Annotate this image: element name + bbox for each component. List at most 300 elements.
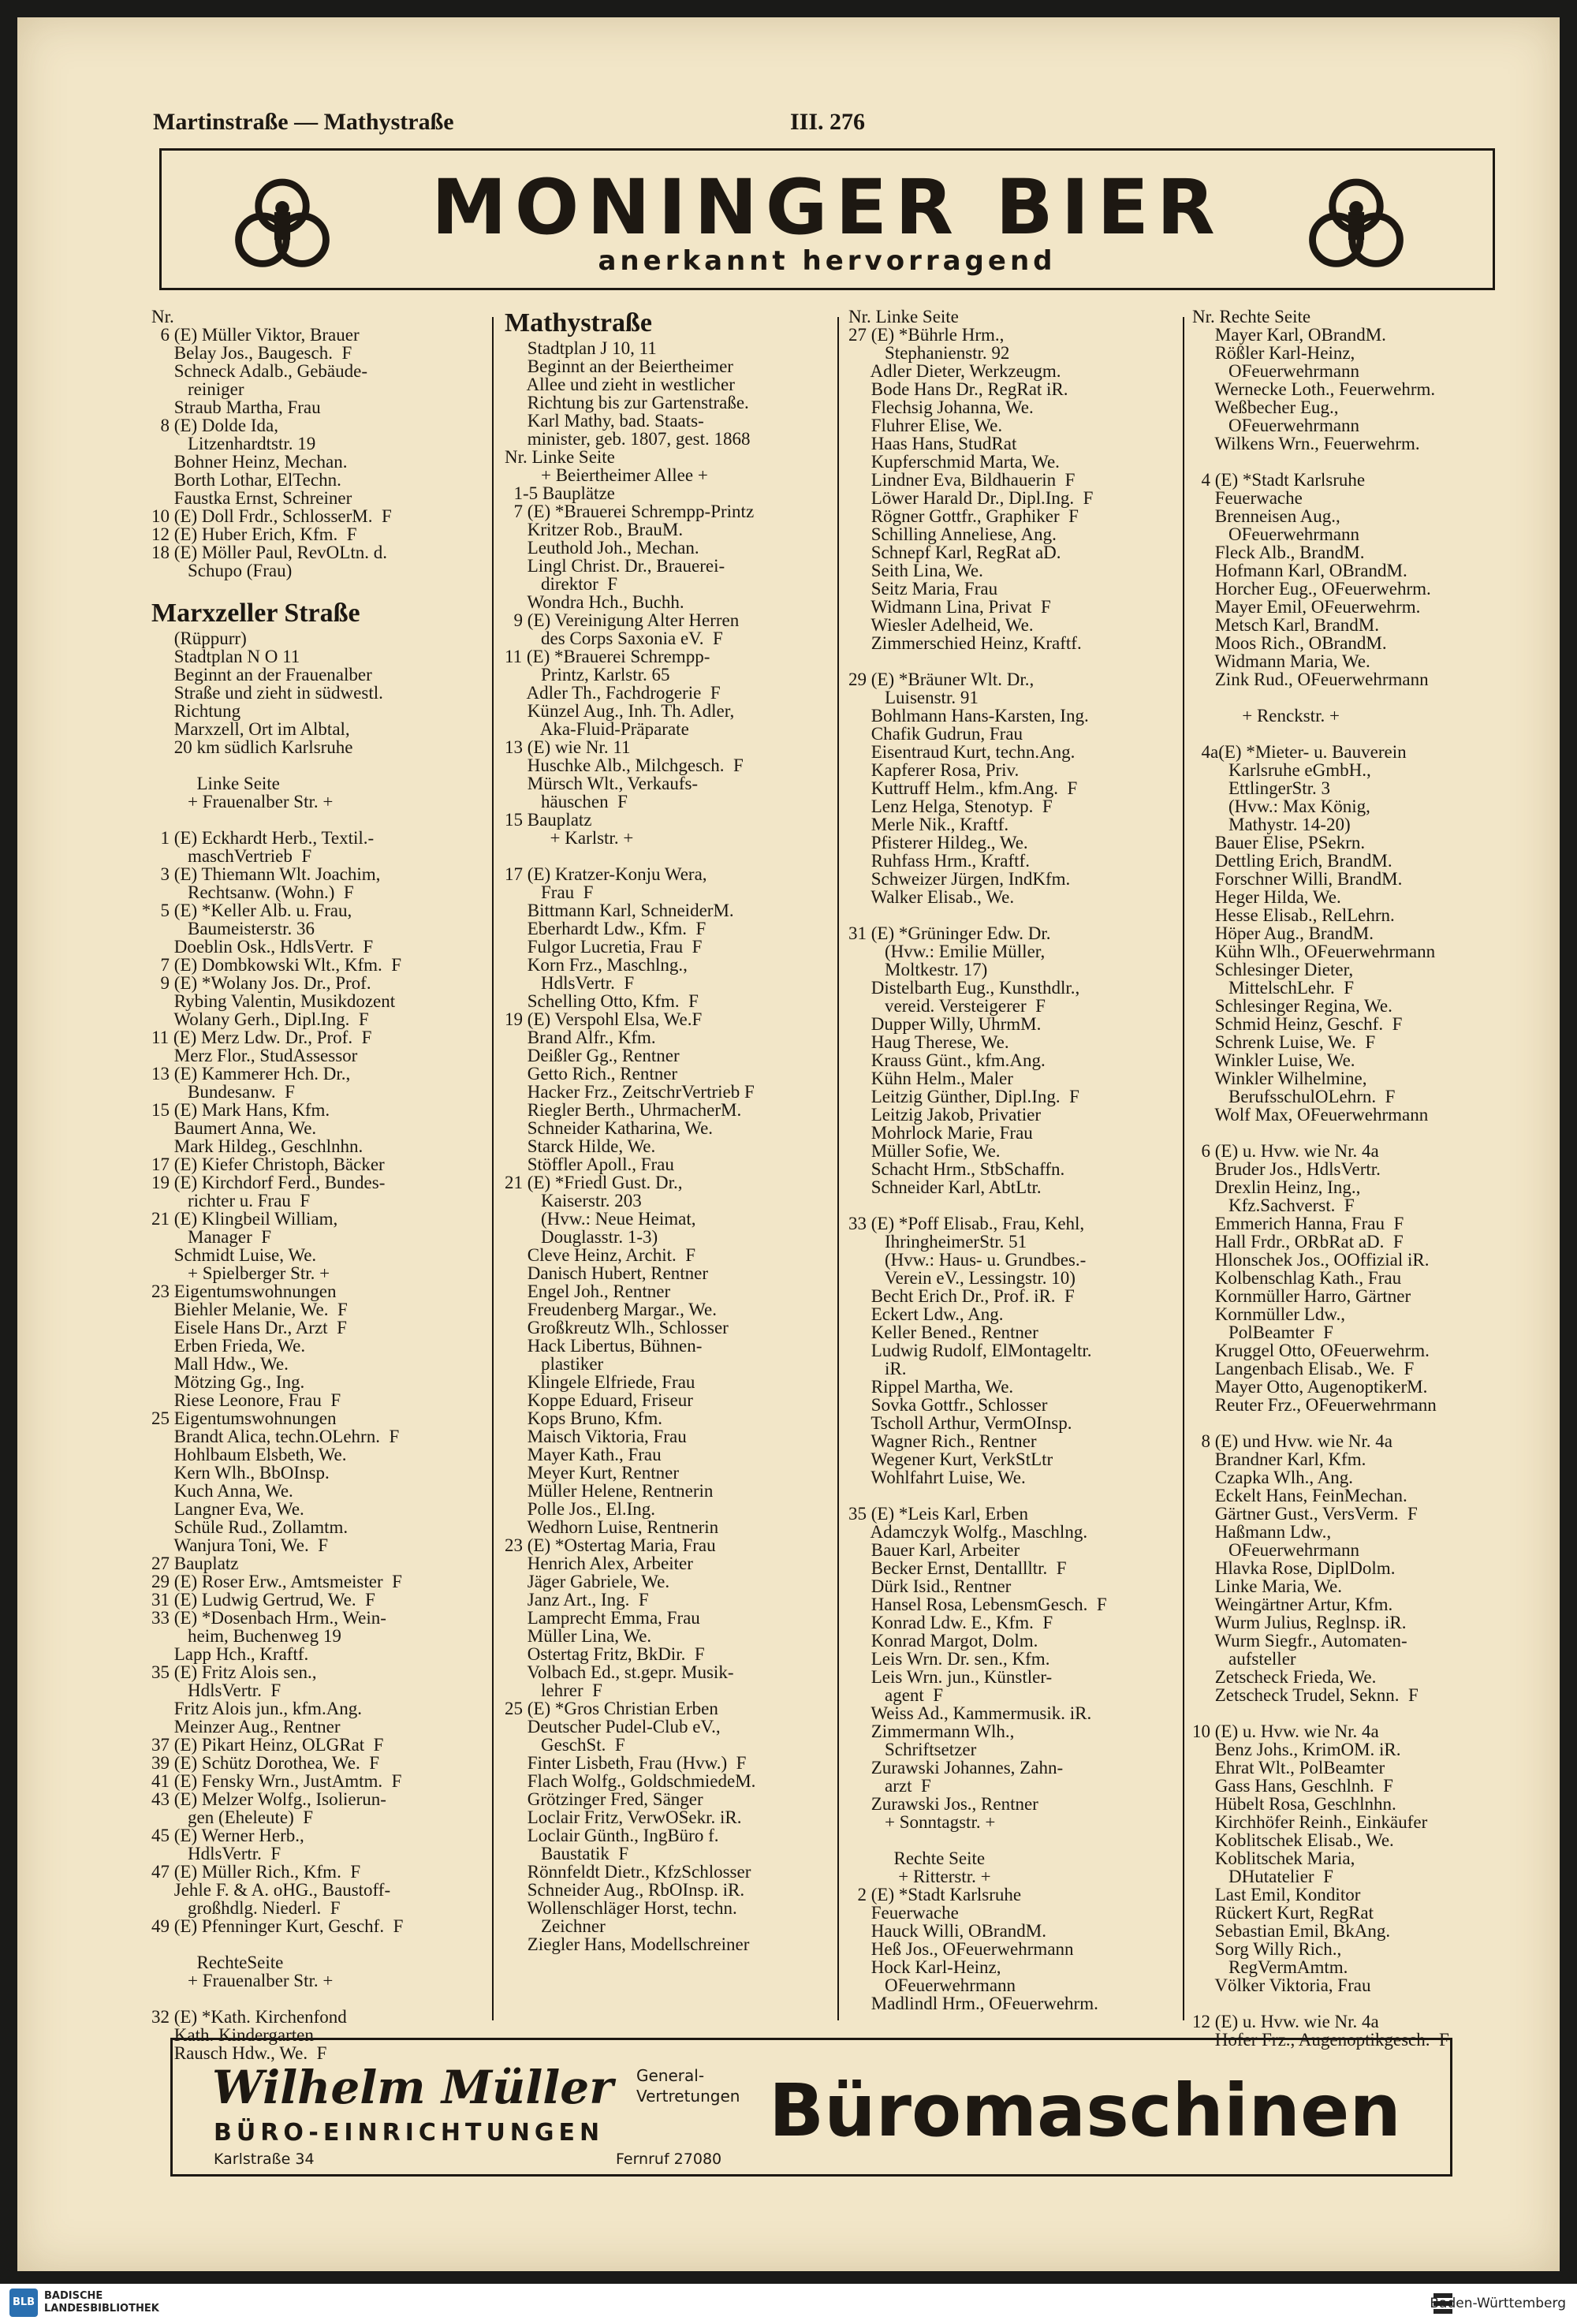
directory-line: Danisch Hubert, Rentner — [505, 1263, 709, 1283]
directory-line: Hock Karl-Heinz, — [848, 1957, 1001, 1977]
directory-line: 49 (E) Pfenninger Kurt, Geschf. F — [151, 1916, 404, 1936]
directory-line: (Hvw.: Haus- u. Grundbes.- — [848, 1250, 1087, 1270]
directory-line: Tscholl Arthur, VermOInsp. — [848, 1413, 1072, 1433]
column-2 — [505, 308, 834, 2027]
directory-line: Wedhorn Luise, Rentnerin — [505, 1517, 719, 1537]
directory-line — [848, 1196, 1180, 1214]
directory-line: Borth Lothar, ElTechn. — [151, 470, 341, 490]
directory-line: Schelling Otto, Kfm. F — [505, 991, 699, 1011]
directory-line: Moos Rich., OBrandM. — [1192, 633, 1387, 653]
directory-line: Ludwig Rudolf, ElMontageltr. — [848, 1341, 1092, 1360]
column-4 — [1192, 307, 1523, 2050]
directory-line: 8 (E) und Hvw. wie Nr. 4a — [1192, 1431, 1393, 1451]
directory-line: Schilling Anneliese, Ang. — [848, 524, 1057, 544]
directory-line: Leis Wrn. jun., Künstler- — [848, 1667, 1053, 1687]
directory-line: Lapp Hch., Kraftf. — [151, 1644, 309, 1664]
directory-line: Forschner Willi, BrandM. — [1192, 869, 1403, 889]
directory-line: 1-5 Bauplätze — [505, 483, 615, 503]
directory-line: Linke Maria, We. — [1192, 1576, 1342, 1596]
directory-line: Völker Viktoria, Frau — [1192, 1975, 1371, 1995]
directory-line: Rechte Seite — [848, 1848, 986, 1868]
directory-line: Wagner Rich., Rentner — [848, 1431, 1037, 1451]
directory-line: Benz Johs., KrimOM. iR. — [1192, 1740, 1401, 1759]
directory-line: 17 (E) Kratzer-Konju Wera, — [505, 864, 707, 884]
directory-line: Bruder Jos., HdlsVertr. — [1192, 1159, 1381, 1179]
directory-line: Weiss Ad., Kammermusik. iR. — [848, 1703, 1092, 1723]
directory-line: richter u. Frau F — [151, 1191, 311, 1210]
directory-line: (Rüppurr) — [151, 629, 247, 648]
page-number: III. 276 — [790, 109, 866, 135]
directory-line: Loclair Fritz, VerwOSekr. iR. — [505, 1807, 742, 1827]
advert-phone: Fernruf 27080 — [616, 2151, 722, 2168]
directory-line: RegVermAmtm. — [1192, 1957, 1348, 1977]
directory-line: Litzenhardtstr. 19 — [151, 434, 316, 453]
directory-line: Schneider Aug., RbOInsp. iR. — [505, 1880, 745, 1900]
advert-address: Karlstraße 34 — [214, 2151, 315, 2168]
directory-line: Mayer Kath., Frau — [505, 1445, 662, 1464]
directory-line: OFeuerwehrmann — [848, 1975, 1016, 1995]
directory-line: Kuttruff Helm., kfm.Ang. F — [848, 778, 1078, 798]
directory-line: Schüle Rud., Zollamtm. — [151, 1517, 349, 1537]
street-heading: Mathystraße — [505, 308, 652, 338]
directory-line: 7 (E) *Brauerei Schrempp-Printz — [505, 502, 755, 521]
directory-line: Bode Hans Dr., RegRat iR. — [848, 379, 1068, 399]
directory-line: + Renckstr. + — [1192, 706, 1340, 726]
directory-line: Printz, Karlstr. 65 — [505, 665, 670, 685]
directory-line: Kruggel Otto, OFeuerwehrm. — [1192, 1341, 1430, 1360]
column-divider — [492, 317, 494, 2020]
directory-line: 10 (E) Doll Frdr., SchlosserM. F — [151, 506, 392, 526]
directory-line: Getto Rich., Rentner — [505, 1064, 678, 1084]
advert-general-agency — [636, 2065, 740, 2106]
directory-line: 33 (E) *Dosenbach Hrm., Wein- — [151, 1608, 386, 1628]
directory-line: Madlindl Hrm., OFeuerwehrm. — [848, 1994, 1098, 2013]
column-1 — [151, 307, 483, 2063]
directory-line: 45 (E) Werner Herb., — [151, 1826, 304, 1845]
directory-line: 8 (E) Dolde Ida, — [151, 416, 278, 435]
directory-line: großhdlg. Niederl. F — [151, 1898, 341, 1918]
directory-line: Janz Art., Ing. F — [505, 1590, 649, 1610]
directory-line: Marxzell, Ort im Albtal, — [151, 719, 350, 739]
directory-line: Zurawski Jos., Rentner — [848, 1794, 1038, 1814]
directory-line: 6 (E) u. Hvw. wie Nr. 4a — [1192, 1141, 1379, 1161]
directory-line: Volbach Ed., st.gepr. Musik- — [505, 1662, 734, 1682]
directory-line: 7 (E) Dombkowski Wlt., Kfm. F — [151, 955, 402, 975]
directory-line: Lindner Eva, Bildhauerin F — [848, 470, 1076, 490]
directory-line: Becker Ernst, Dentallltr. F — [848, 1558, 1067, 1578]
directory-line: Seith Lina, We. — [848, 561, 983, 580]
directory-line: + Ritterstr. + — [848, 1867, 991, 1886]
directory-line: Lenz Helga, Stenotyp. F — [848, 796, 1053, 816]
directory-line: Sebastian Emil, BkAng. — [1192, 1921, 1391, 1941]
directory-line: Haßmann Ldw., — [1192, 1522, 1332, 1542]
directory-line: Rippel Martha, We. — [848, 1377, 1014, 1397]
directory-line: Hohlbaum Elsbeth, We. — [151, 1445, 347, 1464]
directory-line: 33 (E) *Poff Elisab., Frau, Kehl, — [848, 1214, 1085, 1233]
directory-line: Baustatik F — [505, 1844, 629, 1863]
directory-line: Kern Wlh., BbOInsp. — [151, 1463, 330, 1483]
directory-line: 39 (E) Schütz Dorothea, We. F — [151, 1753, 379, 1773]
directory-line: Zetscheck Frieda, We. — [1192, 1667, 1377, 1687]
directory-line: 4 (E) *Stadt Karlsruhe — [1192, 470, 1366, 490]
directory-line: Reuter Frz., OFeuerwehrmann — [1192, 1395, 1437, 1415]
directory-line: Richtung bis zur Gartenstraße. — [505, 393, 749, 412]
directory-line: Müller Helene, Rentnerin — [505, 1481, 714, 1501]
directory-line: Schriftsetzer — [848, 1740, 977, 1759]
advert-company-name: Wilhelm Müller — [212, 2061, 613, 2114]
directory-line — [151, 580, 483, 598]
directory-line: Czapka Wlh., Ang. — [1192, 1468, 1353, 1487]
directory-line: PolBeamter F — [1192, 1322, 1333, 1342]
directory-line: Langner Eva, We. — [151, 1499, 304, 1519]
directory-line: Kornmüller Ldw., — [1192, 1304, 1345, 1324]
directory-line: 31 (E) *Grüninger Edw. Dr. — [848, 923, 1051, 943]
directory-line: 29 (E) Roser Erw., Amtsmeister F — [151, 1572, 402, 1591]
directory-line: Loclair Günth., IngBüro f. — [505, 1826, 719, 1845]
directory-line: MittelschLehr. F — [1192, 978, 1355, 998]
directory-line: Becht Erich Dr., Prof. iR. F — [848, 1286, 1075, 1306]
directory-line: 13 (E) wie Nr. 11 — [505, 737, 631, 757]
directory-line: Ruhfass Hrm., Kraftf. — [848, 851, 1030, 871]
directory-line: 9 (E) Vereinigung Alter Herren — [505, 610, 740, 630]
directory-line: Weingärtner Artur, Kfm. — [1192, 1595, 1393, 1614]
directory-line: Zimmerschied Heinz, Kraftf. — [848, 633, 1082, 653]
directory-line — [848, 652, 1180, 670]
directory-line: Meinzer Aug., Rentner — [151, 1717, 341, 1736]
directory-line: Brenneisen Aug., — [1192, 506, 1340, 526]
directory-line: Rückert Kurt, RegRat — [1192, 1903, 1374, 1923]
directory-line: GeschSt. F — [505, 1735, 625, 1755]
advert-office-furnishing: BÜRO-EINRICHTUNGEN — [214, 2119, 605, 2147]
directory-line — [151, 1935, 483, 1953]
directory-line: des Corps Saxonia eV. F — [505, 629, 723, 648]
directory-line: häuschen F — [505, 792, 628, 811]
directory-line: Löwer Harald Dr., Dipl.Ing. F — [848, 488, 1094, 508]
directory-line: Mayer Karl, OBrandM. — [1192, 325, 1386, 345]
directory-line: Kath. Kindergarten — [151, 2025, 314, 2045]
directory-line: 12 (E) u. Hvw. wie Nr. 4a — [1192, 2012, 1379, 2031]
directory-line — [505, 847, 834, 865]
directory-line: Winkler Luise, We. — [1192, 1050, 1355, 1070]
directory-line: Beginnt an der Frauenalber — [151, 665, 372, 685]
directory-line: Eisele Hans Dr., Arzt F — [151, 1318, 347, 1337]
directory-line — [1192, 453, 1523, 471]
directory-line: Schlesinger Regina, We. — [1192, 996, 1392, 1016]
directory-line: Kops Bruno, Kfm. — [505, 1408, 662, 1428]
directory-line: 41 (E) Fensky Wrn., JustAmtm. F — [151, 1771, 402, 1791]
directory-line: Distelbarth Eug., Kunsthdlr., — [848, 978, 1080, 998]
directory-line: 31 (E) Ludwig Gertrud, We. F — [151, 1590, 375, 1610]
directory-line: Leitzig Jakob, Privatier — [848, 1105, 1041, 1125]
directory-line: minister, geb. 1807, gest. 1868 — [505, 429, 751, 449]
directory-line: + Karlstr. + — [505, 828, 634, 848]
directory-line: Eckelt Hans, FeinMechan. — [1192, 1486, 1407, 1505]
directory-line: DHutatelier F — [1192, 1867, 1333, 1886]
directory-line: Maisch Viktoria, Frau — [505, 1427, 687, 1446]
directory-line: Stephanienstr. 92 — [848, 343, 1010, 363]
directory-line: Wollenschläger Horst, techn. — [505, 1898, 737, 1918]
directory-line: Haas Hans, StudRat — [848, 434, 1017, 453]
directory-line: Kupferschmid Marta, We. — [848, 452, 1060, 472]
directory-line: maschVertrieb F — [151, 846, 312, 866]
directory-line: Kritzer Rob., BrauM. — [505, 520, 684, 539]
directory-line: Rößler Karl-Heinz, — [1192, 343, 1355, 363]
advert-general-line: General- — [636, 2066, 705, 2085]
street-range: Martinstraße — Mathystraße — [153, 109, 454, 135]
directory-line: 17 (E) Kiefer Christoph, Bäcker — [151, 1155, 385, 1174]
directory-line — [1192, 1994, 1523, 2013]
directory-line: Kirchhöfer Reinh., Einkäufer — [1192, 1812, 1428, 1832]
directory-line: Leuthold Joh., Mechan. — [505, 538, 699, 558]
column-divider — [837, 317, 839, 2020]
directory-line: Nr. Rechte Seite — [1192, 307, 1311, 326]
directory-line: 43 (E) Melzer Wolfg., Isolierun- — [151, 1789, 386, 1809]
directory-line: Verein eV., Lessingstr. 10) — [848, 1268, 1076, 1288]
moninger-advert — [159, 148, 1495, 290]
directory-line: Dürk Isid., Rentner — [848, 1576, 1012, 1596]
directory-line: Adler Th., Fachdrogerie F — [505, 683, 721, 703]
directory-line: EttlingerStr. 3 — [1192, 778, 1331, 798]
directory-line: Feuerwache — [848, 1903, 959, 1923]
directory-line — [1192, 1124, 1523, 1142]
directory-line: Deißler Gg., Rentner — [505, 1046, 680, 1065]
directory-line: Stadtplan N O 11 — [151, 647, 300, 666]
directory-line: Mathystr. 14-20) — [1192, 815, 1351, 834]
directory-line: Koblitschek Maria, — [1192, 1848, 1355, 1868]
directory-line: Klingele Elfriede, Frau — [505, 1372, 695, 1392]
directory-line: plastiker — [505, 1354, 604, 1374]
library-name-line: BADISCHE — [44, 2290, 103, 2302]
directory-line: Wolany Gerh., Dipl.Ing. F — [151, 1009, 369, 1029]
directory-line: Hübelt Rosa, Geschlnhn. — [1192, 1794, 1396, 1814]
directory-line: Eckert Ldw., Ang. — [848, 1304, 1004, 1324]
directory-line: Eberhardt Ldw., Kfm. F — [505, 919, 706, 938]
directory-line: Schupo (Frau) — [151, 561, 293, 580]
directory-line: Hall Frdr., ORbRat aD. F — [1192, 1232, 1404, 1252]
directory-line: Huschke Alb., Milchgesch. F — [505, 755, 744, 775]
directory-line: Walker Elisab., We. — [848, 887, 1015, 907]
directory-line: 35 (E) Fritz Alois sen., — [151, 1662, 317, 1682]
directory-line: Winkler Wilhelmine, — [1192, 1069, 1367, 1088]
directory-line: Karlsruhe eGmbH., — [1192, 760, 1371, 780]
blb-logo: BLB — [9, 2289, 38, 2317]
directory-line: Frau F — [505, 882, 594, 902]
directory-line: HdlsVertr. F — [151, 1844, 281, 1863]
advert-slogan: anerkannt hervorragend — [598, 245, 1057, 277]
directory-line: Fluhrer Elise, We. — [848, 416, 1003, 435]
directory-line: Hofer Frz., Augenoptikgesch. F — [1192, 2030, 1449, 2050]
street-heading: Marxzeller Straße — [151, 599, 360, 628]
directory-line: OFeuerwehrmann — [1192, 416, 1360, 435]
state-name: Baden-Württemberg — [1430, 2296, 1566, 2311]
directory-line: 11 (E) Merz Ldw. Dr., Prof. F — [151, 1028, 372, 1047]
directory-line: Schneider Katharina, We. — [505, 1118, 714, 1138]
directory-line: 5 (E) *Keller Alb. u. Frau, — [151, 901, 352, 920]
directory-line: Widmann Maria, We. — [1192, 651, 1370, 671]
directory-line: Polle Jos., El.Ing. — [505, 1499, 656, 1519]
directory-line: Kfz.Sachverst. F — [1192, 1196, 1355, 1215]
directory-line: Mark Hildeg., Geschlnhn. — [151, 1136, 363, 1156]
directory-line: Feuerwache — [1192, 488, 1303, 508]
directory-line: Allee und zieht in westlicher — [505, 375, 735, 394]
directory-line: Hesse Elisab., RelLehrn. — [1192, 905, 1395, 925]
directory-line: Hansel Rosa, LebensmGesch. F — [848, 1595, 1107, 1614]
directory-line: Weßbecher Eug., — [1192, 397, 1339, 417]
directory-line: Koblitschek Elisab., We. — [1192, 1830, 1394, 1850]
directory-line: Künzel Aug., Inh. Th. Adler, — [505, 701, 735, 721]
directory-line: Krauss Günt., kfm.Ang. — [848, 1050, 1046, 1070]
directory-line: gen (Eheleute) F — [151, 1807, 314, 1827]
directory-line: Finter Lisbeth, Frau (Hvw.) F — [505, 1753, 747, 1773]
directory-line: aufsteller — [1192, 1649, 1296, 1669]
moninger-logo-icon — [1307, 174, 1406, 274]
directory-line: OFeuerwehrmann — [1192, 1540, 1360, 1560]
directory-line: Jäger Gabriele, We. — [505, 1572, 670, 1591]
directory-line: 21 (E) Klingbeil William, — [151, 1209, 338, 1229]
page-header — [136, 104, 1476, 136]
directory-line: Heger Hilda, We. — [1192, 887, 1341, 907]
directory-line: 27 (E) *Bührle Hrm., — [848, 325, 1005, 345]
directory-line: Bittmann Karl, SchneiderM. — [505, 901, 734, 920]
mueller-advert — [170, 2038, 1452, 2177]
directory-line: Faustka Ernst, Schreiner — [151, 488, 352, 508]
directory-line: Starck Hilde, We. — [505, 1136, 656, 1156]
directory-line: Kornmüller Harro, Gärtner — [1192, 1286, 1411, 1306]
directory-line: Mürsch Wlt., Verkaufs- — [505, 774, 699, 793]
library-name — [44, 2290, 159, 2315]
directory-line: 19 (E) Verspohl Elsa, We.F — [505, 1009, 703, 1029]
directory-line: 23 (E) *Ostertag Maria, Frau — [505, 1535, 716, 1555]
directory-line: Bauer Karl, Arbeiter — [848, 1540, 1020, 1560]
directory-line: Stadtplan J 10, 11 — [505, 338, 657, 358]
directory-line: Zeichner — [505, 1916, 606, 1936]
directory-line: Straße und zieht in südwestl. — [151, 683, 383, 703]
directory-line: OFeuerwehrmann — [1192, 524, 1360, 544]
directory-line: Belay Jos., Baugesch. F — [151, 343, 352, 363]
directory-line: 47 (E) Müller Rich., Kfm. F — [151, 1862, 361, 1882]
directory-line: Drexlin Heinz, Ing., — [1192, 1177, 1361, 1197]
directory-line: Kuch Anna, We. — [151, 1481, 293, 1501]
directory-line: Hlonschek Jos., OOffizial iR. — [1192, 1250, 1430, 1270]
directory-line: Henrich Alex, Arbeiter — [505, 1554, 693, 1573]
directory-line: Müller Lina, We. — [505, 1626, 652, 1646]
directory-line — [1192, 1704, 1523, 1722]
directory-line — [848, 1831, 1180, 1849]
directory-line: Heß Jos., OFeuerwehrmann — [848, 1939, 1074, 1959]
directory-line: Kühn Wlh., OFeuerwehrmann — [1192, 942, 1436, 961]
directory-line: 25 (E) *Gros Christian Erben — [505, 1699, 718, 1718]
directory-line: Metsch Karl, BrandM. — [1192, 615, 1379, 635]
directory-line: OFeuerwehrmann — [1192, 361, 1360, 381]
directory-line: Wernecke Loth., Feuerwehrm. — [1192, 379, 1436, 399]
directory-line: Freudenberg Margar., We. — [505, 1300, 717, 1319]
directory-line: Karl Mathy, bad. Staats- — [505, 411, 704, 431]
directory-line: Lamprecht Emma, Frau — [505, 1608, 700, 1628]
directory-line: 15 (E) Mark Hans, Kfm. — [151, 1100, 330, 1120]
directory-line: Koppe Eduard, Friseur — [505, 1390, 693, 1410]
directory-line: 25 Eigentumswohnungen — [151, 1408, 337, 1428]
directory-line: Fritz Alois jun., kfm.Ang. — [151, 1699, 363, 1718]
directory-line: Aka-Fluid-Präparate — [505, 719, 689, 739]
directory-line: + Frauenalber Str. + — [151, 792, 334, 811]
library-footer — [0, 2284, 1577, 2324]
directory-line: Flechsig Johanna, We. — [848, 397, 1034, 417]
directory-line: Cleve Heinz, Archit. F — [505, 1245, 696, 1265]
directory-line: Müller Sofie, We. — [848, 1141, 1001, 1161]
directory-line: Konrad Ldw. E., Kfm. F — [848, 1613, 1053, 1632]
directory-line: Riese Leonore, Frau F — [151, 1390, 341, 1410]
directory-line: Nr. Linke Seite — [505, 447, 615, 467]
directory-line: Bauer Elise, PSekrn. — [1192, 833, 1366, 852]
directory-line: Hofmann Karl, OBrandM. — [1192, 561, 1407, 580]
directory-line: Doeblin Osk., HdlsVertr. F — [151, 937, 374, 957]
directory-line: Leis Wrn. Dr. sen., Kfm. — [848, 1649, 1050, 1669]
directory-line — [1192, 1414, 1523, 1432]
directory-line: Widmann Lina, Privat F — [848, 597, 1051, 617]
directory-line: Rönnfeldt Dietr., KfzSchlosser — [505, 1862, 751, 1882]
directory-line: Lingl Christ. Dr., Brauerei- — [505, 556, 725, 576]
directory-line: Bundesanw. F — [151, 1082, 295, 1102]
directory-line: 18 (E) Möller Paul, RevOLtn. d. — [151, 543, 387, 562]
directory-line: Dupper Willy, UhrmM. — [848, 1014, 1042, 1034]
directory-line: Rögner Gottfr., Graphiker F — [848, 506, 1079, 526]
directory-line: 9 (E) *Wolany Jos. Dr., Prof. — [151, 973, 371, 993]
directory-line — [1192, 725, 1523, 743]
directory-line: Langenbach Elisab., We. F — [1192, 1359, 1415, 1378]
directory-line: 37 (E) Pikart Heinz, OLGRat F — [151, 1735, 384, 1755]
directory-line: Mayer Emil, OFeuerwehrm. — [1192, 597, 1421, 617]
directory-line: Wegener Kurt, VerkStLtr — [848, 1449, 1053, 1469]
directory-line: Pfisterer Hildeg., We. — [848, 833, 1028, 852]
directory-line: Wolf Max, OFeuerwehrmann — [1192, 1105, 1429, 1125]
directory-line: Merle Nik., Kraftf. — [848, 815, 1009, 834]
directory-line: 12 (E) Huber Erich, Kfm. F — [151, 524, 357, 544]
directory-line: Hack Libertus, Bühnen- — [505, 1336, 703, 1356]
directory-line: Schneider Karl, AbtLtr. — [848, 1177, 1042, 1197]
directory-line: arzt F — [848, 1776, 931, 1796]
directory-line: 10 (E) u. Hvw. wie Nr. 4a — [1192, 1722, 1379, 1741]
directory-line: (Hvw.: Max König, — [1192, 796, 1370, 816]
directory-line: Jehle F. & A. oHG., Baustoff- — [151, 1880, 391, 1900]
directory-line: Linke Seite — [151, 774, 280, 793]
directory-line: Biehler Melanie, We. F — [151, 1300, 348, 1319]
directory-line: Sorg Willy Rich., — [1192, 1939, 1342, 1959]
directory-line: RechteSeite — [151, 1953, 284, 1972]
advert-general-line: Vertretungen — [636, 2087, 740, 2106]
directory-line: 15 Bauplatz — [505, 810, 592, 830]
directory-line: Deutscher Pudel-Club eV., — [505, 1717, 721, 1736]
directory-line: Wondra Hch., Buchh. — [505, 592, 684, 612]
directory-line: Nr. — [151, 307, 174, 326]
directory-line: 35 (E) *Leis Karl, Erben — [848, 1504, 1029, 1524]
directory-line: 6 (E) Müller Viktor, Brauer — [151, 325, 360, 345]
directory-line: Brandner Karl, Kfm. — [1192, 1449, 1366, 1469]
directory-line: Hlavka Rose, DiplDolm. — [1192, 1558, 1396, 1578]
directory-line — [848, 906, 1180, 924]
directory-line: 32 (E) *Kath. Kirchenfond — [151, 2007, 347, 2027]
directory-line: Manager F — [151, 1227, 272, 1247]
directory-line: Gärtner Gust., VersVerm. F — [1192, 1504, 1418, 1524]
directory-line: heim, Buchenweg 19 — [151, 1626, 341, 1646]
directory-line: Fleck Alb., BrandM. — [1192, 543, 1365, 562]
directory-line: Bohlmann Hans-Karsten, Ing. — [848, 706, 1089, 726]
directory-line: Kolbenschlag Kath., Frau — [1192, 1268, 1402, 1288]
directory-line: Wanjura Toni, We. F — [151, 1535, 329, 1555]
directory-line: 19 (E) Kirchdorf Ferd., Bundes- — [151, 1173, 386, 1192]
directory-line: Engel Joh., Rentner — [505, 1281, 671, 1301]
directory-line: Beginnt an der Beiertheimer — [505, 356, 733, 376]
directory-line — [848, 1487, 1180, 1505]
